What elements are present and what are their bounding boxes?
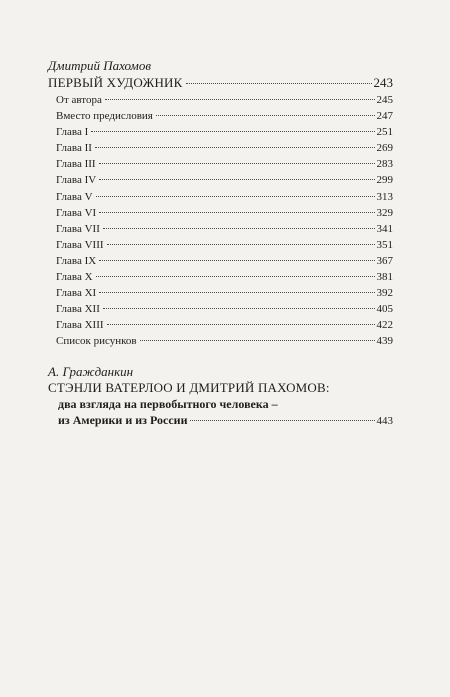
toc-entry-label: Глава VIII <box>56 238 104 251</box>
toc-page-number: 313 <box>376 190 393 203</box>
toc-leader-dots <box>186 83 372 84</box>
toc-leader-dots <box>105 99 375 100</box>
toc-entry-label: Глава XII <box>56 303 100 316</box>
toc-leader-dots <box>103 228 375 229</box>
toc-leader-dots <box>99 163 375 164</box>
toc-entry-list <box>48 92 393 350</box>
toc-title-label: ПЕРВЫЙ ХУДОЖНИК <box>48 75 183 90</box>
toc-entry-label: Глава V <box>56 190 93 203</box>
toc-entry <box>48 156 393 172</box>
toc-section-title: СТЭНЛИ ВАТЕРЛОО И ДМИТРИЙ ПАХОМОВ: <box>48 379 330 395</box>
toc-leader-dots <box>140 340 375 341</box>
toc-entry-label: Глава XI <box>56 287 97 300</box>
toc-entry-label: Список рисунков <box>56 335 137 348</box>
toc-entry <box>48 172 393 188</box>
toc-page-number: 443 <box>376 414 393 427</box>
toc-entry <box>48 333 393 349</box>
section-author: А. Гражданкин <box>48 363 134 379</box>
toc-page-number: 329 <box>376 206 393 219</box>
toc-entry-label: Глава I <box>56 126 89 139</box>
toc-entry <box>48 140 393 156</box>
toc-section-waterloo <box>48 364 393 428</box>
toc-entry <box>48 221 393 237</box>
toc-leader-dots <box>107 324 375 325</box>
toc-leader-dots <box>91 131 374 132</box>
toc-entry-label: Глава XIII <box>56 319 104 332</box>
toc-leader-dots <box>99 260 374 261</box>
toc-page-number: 422 <box>376 319 393 332</box>
toc-leader-dots <box>99 179 374 180</box>
toc-entry <box>48 237 393 253</box>
toc-leader-dots <box>99 212 374 213</box>
toc-entry <box>48 301 393 317</box>
toc-page-number: 269 <box>376 142 393 155</box>
toc-entry <box>48 124 393 140</box>
toc-page-number: 341 <box>376 222 393 235</box>
toc-page-number: 367 <box>376 254 393 267</box>
toc-subtitle-label: из Америки и из России <box>58 412 188 427</box>
toc-entry <box>48 253 393 269</box>
toc-entry-label: Глава VII <box>56 222 100 235</box>
toc-leader-dots <box>99 292 374 293</box>
toc-page-number: 299 <box>376 174 393 187</box>
toc-entry <box>48 189 393 205</box>
toc-entry-label: Вместо предисловия <box>56 110 153 123</box>
toc-page-number: 351 <box>376 238 393 251</box>
toc-entry-label: Глава IX <box>56 254 97 267</box>
toc-section-first-artist <box>48 58 393 350</box>
toc-entry <box>48 205 393 221</box>
toc-leader-dots <box>190 420 374 421</box>
toc-entry-label: Глава II <box>56 142 92 155</box>
section-author: Дмитрий Пахомов <box>48 58 151 73</box>
toc-subtitle-line: два взгляда на первобытного человека – <box>58 396 278 411</box>
toc-entry <box>48 92 393 108</box>
toc-page-number: 392 <box>376 287 393 300</box>
toc-page-number: 439 <box>376 335 393 348</box>
toc-entry <box>48 285 393 301</box>
table-of-contents <box>48 58 393 428</box>
toc-subtitle-row <box>48 412 393 428</box>
toc-page-number: 405 <box>376 303 393 316</box>
toc-entry-label: Глава X <box>56 271 93 284</box>
toc-entry-label: Глава IV <box>56 174 97 187</box>
toc-leader-dots <box>96 196 375 197</box>
toc-page-number: 247 <box>376 110 393 123</box>
toc-entry <box>48 269 393 285</box>
toc-leader-dots <box>107 244 375 245</box>
toc-leader-dots <box>95 147 375 148</box>
toc-page-number: 243 <box>373 75 393 90</box>
toc-section-title <box>48 74 393 91</box>
toc-leader-dots <box>96 276 375 277</box>
toc-entry-label: От автора <box>56 94 102 106</box>
toc-leader-dots <box>156 115 375 116</box>
toc-page-number: 381 <box>376 271 393 284</box>
toc-page-number: 283 <box>376 158 393 171</box>
toc-entry <box>48 317 393 333</box>
toc-entry-label: Глава III <box>56 158 96 171</box>
toc-entry <box>48 108 393 124</box>
toc-entry-label: Глава VI <box>56 206 97 219</box>
toc-page-number: 245 <box>376 94 393 106</box>
toc-leader-dots <box>103 308 375 309</box>
toc-page-number: 251 <box>376 126 393 139</box>
